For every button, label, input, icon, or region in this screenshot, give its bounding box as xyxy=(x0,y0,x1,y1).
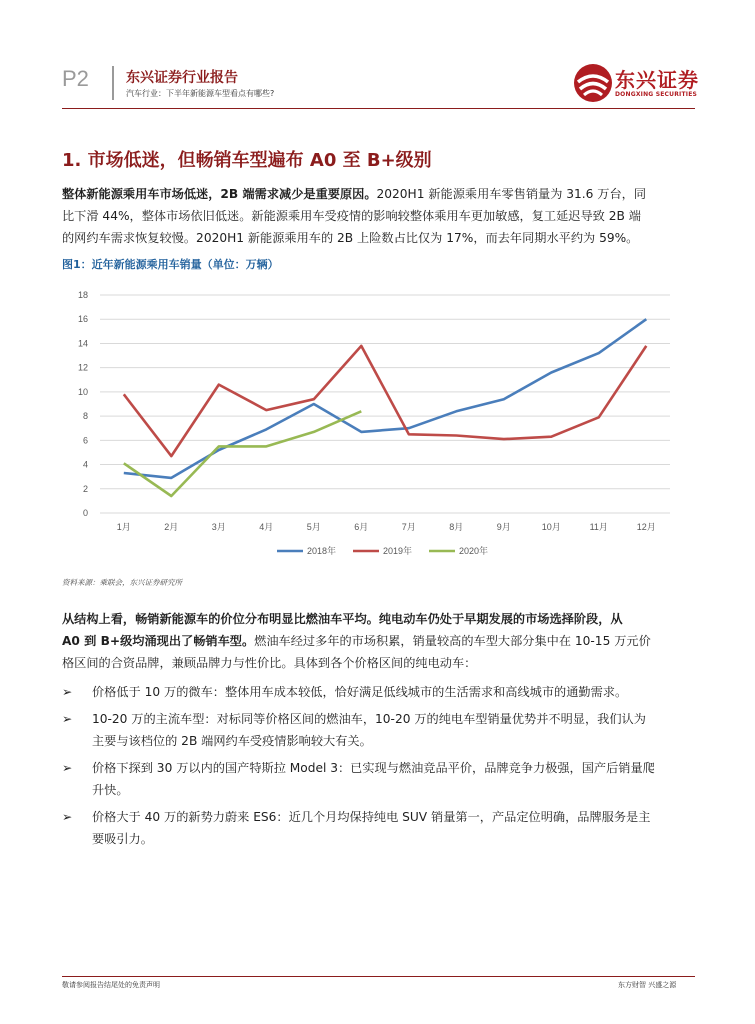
footer-disclaimer: 敬请参阅报告结尾处的免责声明 xyxy=(62,981,160,989)
bullet-item xyxy=(62,757,695,801)
figure-title: 图1：近年新能源乘用车销量（单位：万辆） xyxy=(62,258,279,271)
paragraph-structure xyxy=(62,608,695,674)
arrow-bullet-icon: ➢ xyxy=(62,810,73,824)
bullet-text: 升快。 xyxy=(92,783,129,797)
y-tick-label: 14 xyxy=(77,338,88,349)
x-tick-label: 7月 xyxy=(401,522,416,532)
dongxing-logo-icon xyxy=(572,62,614,104)
y-tick-label: 16 xyxy=(77,314,88,325)
y-tick-label: 4 xyxy=(82,459,88,470)
bullet-item xyxy=(62,681,695,703)
section-title: 1. 市场低迷，但畅销车型遍布 A0 至 B+级别 xyxy=(62,150,432,171)
arrow-bullet-icon: ➢ xyxy=(62,761,73,775)
bullet-text: 要吸引力。 xyxy=(92,832,153,846)
y-tick-label: 6 xyxy=(82,435,88,446)
x-tick-label: 8月 xyxy=(449,522,464,532)
x-tick-label: 2月 xyxy=(164,522,179,532)
bullet-text: 主要与该档位的 2B 端网约车受疫情影响较大有关。 xyxy=(92,734,372,748)
bullet-text: 价格低于 10 万的微车：整体用车成本较低，恰好满足低线城市的生活需求和高线城市的通勤需求。 xyxy=(92,685,628,699)
paragraph-bold-lead: A0 到 B+级均涌现出了畅销车型。 xyxy=(62,634,255,648)
paragraph-line xyxy=(62,183,695,205)
figure-source: 资料来源：乘联会，东兴证券研究所 xyxy=(62,578,182,587)
y-tick-label: 2 xyxy=(82,483,88,494)
bullet-text: 价格大于 40 万的新势力蔚来 ES6：近几个月均保持纯电 SUV 销量第一，产品定位明确，品牌服务是主 xyxy=(92,810,651,824)
logo-text: 东兴证券 xyxy=(615,68,699,92)
y-tick-label: 8 xyxy=(82,411,88,422)
bullet-item xyxy=(62,806,695,850)
logo-english-text: DONGXING SECURITIES xyxy=(615,91,698,98)
paragraph-text: 2020H1 新能源乘用车零售销量为 31.6 万台，同 xyxy=(376,187,647,201)
y-tick-label: 12 xyxy=(77,362,88,373)
paragraph-bold-lead: 从结构上看，畅销新能源车的价位分布明显比燃油车平均。纯电动车仍处于早期发展的市场选择阶段，从 xyxy=(62,612,623,626)
x-tick-label: 5月 xyxy=(306,522,321,532)
y-tick-label: 18 xyxy=(77,290,88,300)
sales-line-chart xyxy=(62,280,695,570)
x-tick-label: 11月 xyxy=(589,522,608,532)
series-line xyxy=(124,411,361,496)
y-tick-label: 10 xyxy=(77,386,88,397)
report-subtitle: 汽车行业：下半年新能源车型看点有哪些? xyxy=(126,89,275,98)
y-tick-label: 0 xyxy=(82,508,88,518)
report-title: 东兴证券行业报告 xyxy=(126,70,238,86)
legend-label: 2019年 xyxy=(383,546,413,556)
paragraph-line: 的网约车需求恢复较慢。2020H1 新能源乘用车的 2B 上险数占比仅为 17%，而去年同期水平约为 59%。 xyxy=(62,231,639,245)
paragraph-line xyxy=(62,630,695,652)
header-rule xyxy=(62,108,695,109)
bullet-item xyxy=(62,708,695,752)
arrow-bullet-icon: ➢ xyxy=(62,685,73,699)
x-tick-label: 9月 xyxy=(496,522,511,532)
page-number: P2 xyxy=(62,66,89,91)
x-tick-label: 10月 xyxy=(541,522,561,532)
legend-label: 2020年 xyxy=(459,546,489,556)
arrow-bullet-icon: ➢ xyxy=(62,712,73,726)
paragraph-line xyxy=(62,608,695,630)
header-separator xyxy=(112,66,114,100)
x-tick-label: 3月 xyxy=(211,522,226,532)
x-tick-label: 1月 xyxy=(116,522,131,532)
x-tick-label: 12月 xyxy=(636,522,656,532)
footer-rule xyxy=(62,976,695,977)
paragraph-bold-lead: 整体新能源乘用车市场低迷，2B 端需求减少是重要原因。 xyxy=(62,187,377,201)
x-tick-label: 4月 xyxy=(259,522,274,532)
legend-label: 2018年 xyxy=(307,546,337,556)
bullet-text: 10-20 万的主流车型：对标同等价格区间的燃油车，10-20 万的纯电车型销量优势并不明显，我们认为 xyxy=(92,712,646,726)
footer-slogan: 东方财智 兴盛之源 xyxy=(618,981,677,989)
paragraph-market xyxy=(62,183,695,249)
x-tick-label: 6月 xyxy=(354,522,369,532)
paragraph-line: 比下滑 44%，整体市场依旧低迷。新能源乘用车受疫情的影响较整体乘用车更加敏感，复工延迟导致 2B 端 xyxy=(62,209,641,223)
bullet-text: 价格下探到 30 万以内的国产特斯拉 Model 3：已实现与燃油竞品平价，品牌竞争力极强，国产后销量爬 xyxy=(92,761,655,775)
paragraph-text: 燃油车经过多年的市场积累，销量较高的车型大部分集中在 10-15 万元价 xyxy=(254,634,651,648)
paragraph-line: 格区间的合资品牌，兼顾品牌力与性价比。具体到各个价格区间的纯电动车： xyxy=(62,656,477,670)
series-line xyxy=(124,346,647,456)
